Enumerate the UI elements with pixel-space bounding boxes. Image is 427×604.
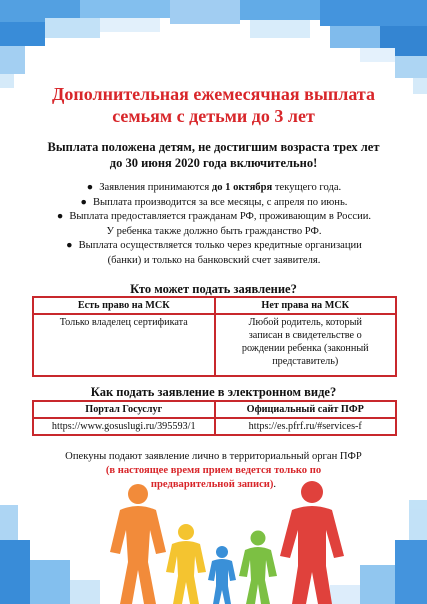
online-apply-heading: Как подать заявление в электронном виде? xyxy=(90,385,337,399)
pfr-link[interactable]: https://es.pfrf.ru/#services-f xyxy=(215,418,397,435)
title-line-1: Дополнительная ежемесячная выплата xyxy=(51,84,375,104)
table-row xyxy=(33,297,396,314)
list-item: ● Выплата предоставляется гражданам РФ, проживающим в России. У ребенка также должно быть гражданство РФ. xyxy=(56,211,372,237)
table-row xyxy=(33,314,396,376)
subtitle-line-1: Выплата положена детям, не достигшим возраста трех лет xyxy=(47,140,380,154)
list-item: ● Заявления принимаются до 1 октября текущего года. xyxy=(28,181,400,196)
child-yellow-figure xyxy=(166,524,206,604)
conditions-list xyxy=(28,181,400,269)
subtitle-line-2: до 30 июня 2020 года включительно! xyxy=(109,156,318,170)
cell-no-msk: Любой родитель, который записан в свидетельстве о рождении ребенка (законный представитель) xyxy=(215,314,397,376)
child-green-figure xyxy=(239,531,277,604)
gosuslugi-link[interactable]: https://www.gosuslugi.ru/395593/1 xyxy=(33,418,215,435)
family-illustration xyxy=(100,480,350,604)
guardians-note: Опекуны подают заявление лично в территориальный орган ПФР (в настоящее время прием ведется только по предварительной записи). xyxy=(65,451,362,490)
online-apply-table xyxy=(32,400,397,436)
table-row xyxy=(33,418,396,435)
bullet-icon: ● xyxy=(66,240,73,252)
header-gosuslugi: Портал Госуслуг xyxy=(33,401,215,418)
header-pfr-site: Официальный сайт ПФР xyxy=(215,401,397,418)
mother-figure xyxy=(110,484,166,604)
header-has-msk: Есть право на МСК xyxy=(33,297,215,314)
list-item: ● Выплата осуществляется только через кредитные организации (банки) и только на банковский счет заявителя. xyxy=(66,240,362,266)
table-row xyxy=(33,401,396,418)
who-can-apply-table xyxy=(32,296,397,377)
bullet-icon: ● xyxy=(80,196,87,208)
father-figure xyxy=(280,481,344,604)
bullet-icon: ● xyxy=(56,211,64,223)
title-line-2: семьям с детьми до 3 лет xyxy=(112,106,315,126)
list-item: ● Выплата производится за все месяцы, с апреля по июнь. xyxy=(28,196,400,211)
header-no-msk: Нет права на МСК xyxy=(215,297,397,314)
eligibility-subtitle xyxy=(0,139,427,171)
cell-has-msk: Только владелец сертификата xyxy=(33,314,215,376)
who-can-apply-heading: Кто может подать заявление? xyxy=(130,282,297,296)
main-title xyxy=(0,83,427,127)
bullet-icon: ● xyxy=(86,182,94,193)
child-blue-figure xyxy=(208,546,236,604)
